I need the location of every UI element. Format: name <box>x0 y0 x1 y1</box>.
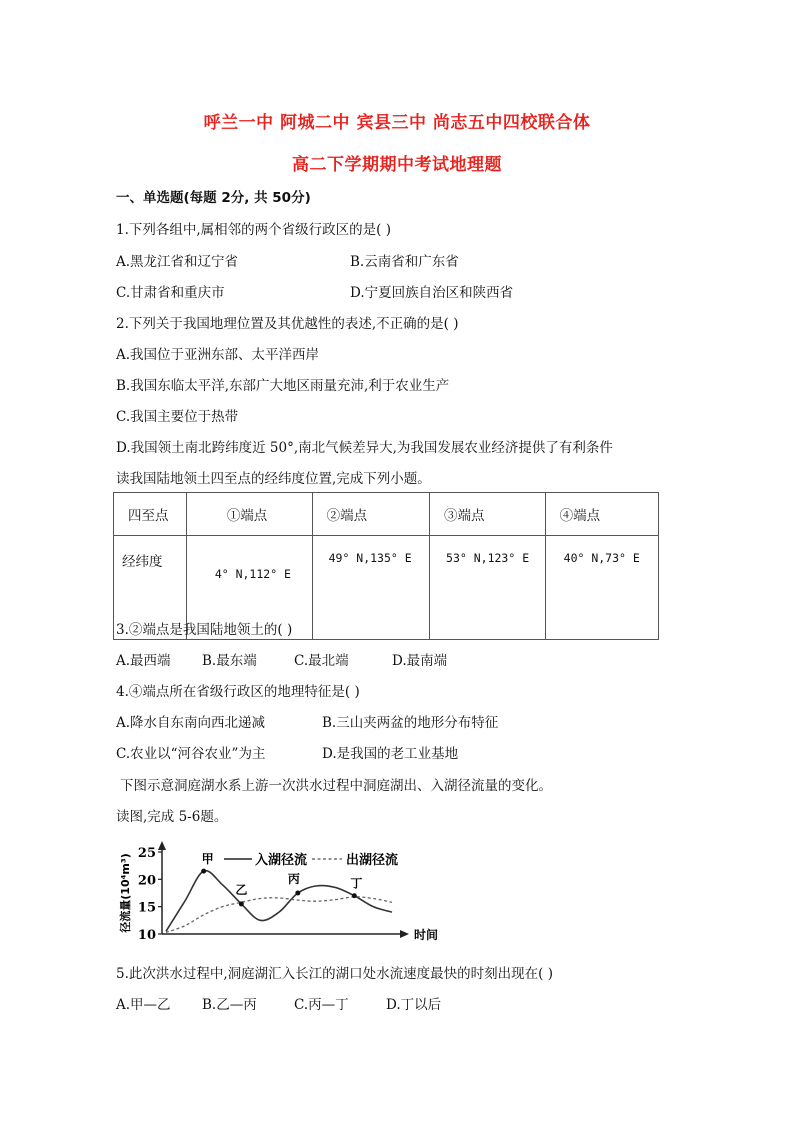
annotation-point <box>295 891 300 896</box>
legend-outflow-label: 出湖径流 <box>346 853 399 868</box>
annotation-label: 甲 <box>201 852 214 867</box>
y-tick-label: 25 <box>137 846 156 861</box>
annotation-point <box>201 869 206 874</box>
q2-option-a: A.我国位于亚洲东部、太平洋西岸 <box>116 347 320 363</box>
y-tick-label: 10 <box>137 928 156 943</box>
q3-option-a: A.最西端 <box>116 653 171 669</box>
runoff-chart <box>112 838 442 948</box>
table-header-cell: ②端点 <box>312 493 429 536</box>
y-tick-label: 15 <box>137 900 156 916</box>
table-header-cell: ③端点 <box>430 493 546 536</box>
q2-stem: 2.下列关于我国地理位置及其优越性的表述,不正确的是( ) <box>116 316 459 332</box>
table-header-cell: ①端点 <box>186 493 312 536</box>
outflow-series-line <box>166 897 392 933</box>
q5-option-c: C.丙—丁 <box>294 997 349 1013</box>
table-cell-coord: 4° N,112° E <box>214 567 291 581</box>
y-axis-label: 径流量(10⁴m³) <box>119 853 132 933</box>
q5-option-d: D.丁以后 <box>386 997 442 1013</box>
q5-option-a: A.甲—乙 <box>116 997 171 1013</box>
q4-stem: 4.④端点所在省级行政区的地理特征是( ) <box>116 684 360 700</box>
x-axis-arrow <box>400 930 409 938</box>
q4-option-b: B.三山夹两盆的地形分布特征 <box>322 715 499 731</box>
intro-5-6-line2: 读图,完成 5-6题。 <box>116 809 228 825</box>
q1-option-b: B.云南省和广东省 <box>350 254 459 270</box>
q3-stem: 3.②端点是我国陆地领土的( ) <box>116 622 293 638</box>
page-title-line1: 呼兰一中 阿城二中 宾县三中 尚志五中四校联合体 <box>203 113 591 133</box>
table-header-row <box>114 493 659 536</box>
q1-option-a: A.黑龙江省和辽宁省 <box>116 254 239 270</box>
annotation-point <box>239 901 244 906</box>
q1-option-d: D.宁夏回族自治区和陕西省 <box>350 285 514 301</box>
annotation-label: 丁 <box>350 876 363 891</box>
q2-option-d: D.我国领土南北跨纬度近 50°,南北气候差异大,为我国发展农业经济提供了有利条件 <box>116 440 613 456</box>
q4-option-a: A.降水自东南向西北递减 <box>116 715 266 731</box>
q1-option-c: C.甘肃省和重庆市 <box>116 285 225 301</box>
table-cell-coord: 40° N,73° E <box>563 551 640 565</box>
annotation-label: 乙 <box>235 882 248 897</box>
table-header-cell: ④端点 <box>545 493 658 536</box>
table-row-label: 经纬度 <box>114 536 187 640</box>
x-axis-label: 时间 <box>414 928 439 942</box>
q2-option-c: C.我国主要位于热带 <box>116 409 239 425</box>
y-axis-arrow <box>158 841 166 850</box>
table-cell-coord: 53° N,123° E <box>446 551 530 565</box>
y-tick-label: 20 <box>137 873 156 889</box>
table-header-cell: 四至点 <box>114 493 187 536</box>
q3-option-b: B.最东端 <box>202 653 257 669</box>
table-cell-coord: 49° N,135° E <box>328 551 412 565</box>
q1-stem: 1.下列各组中,属相邻的两个省级行政区的是( ) <box>116 222 391 238</box>
q4-option-d: D.是我国的老工业基地 <box>322 746 459 762</box>
q4-option-c: C.农业以“河谷农业”为主 <box>116 746 266 762</box>
q3-option-c: C.最北端 <box>294 653 349 669</box>
page-title-line2: 高二下学期期中考试地理题 <box>292 155 502 175</box>
intro-5-6-line1: 下图示意洞庭湖水系上游一次洪水过程中洞庭湖出、入湖径流量的变化。 <box>120 778 552 794</box>
section-heading: 一、单选题(每题 2分, 共 50分) <box>116 190 311 206</box>
annotation-label: 丙 <box>287 872 300 886</box>
q5-option-b: B.乙—丙 <box>202 997 257 1013</box>
table-intro: 读我国陆地领土四至点的经纬度位置,完成下列小题。 <box>116 471 431 487</box>
annotation-point <box>352 893 357 898</box>
q5-stem: 5.此次洪水过程中,洞庭湖汇入长江的湖口处水流速度最快的时刻出现在( ) <box>116 966 553 982</box>
legend-inflow-label: 入湖径流 <box>255 853 308 868</box>
q2-option-b: B.我国东临太平洋,东部广大地区雨量充沛,利于农业生产 <box>116 378 450 394</box>
q3-option-d: D.最南端 <box>392 653 448 669</box>
